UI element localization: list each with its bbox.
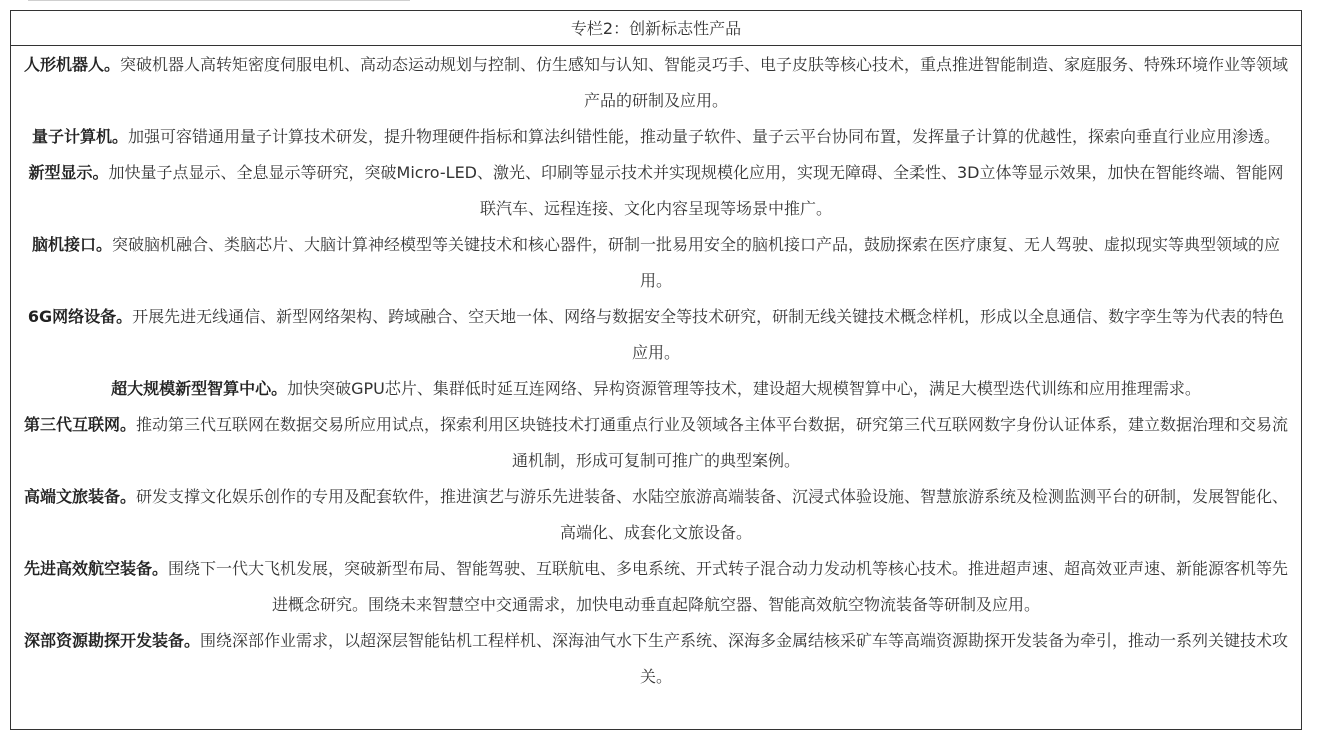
list-item-6g-network-equipment <box>21 299 1291 371</box>
item-description: 推动第三代互联网在数据交易所应用试点，探索利用区块链技术打通重点行业及领域各主体平台数据，研究第三代互联网数字身份认证体系，建立数据治理和交易流通机制，形成可复制可推广的典型案例。 <box>136 415 1289 470</box>
item-term: 第三代互联网。 <box>23 415 136 434</box>
list-item-third-generation-internet <box>21 407 1291 479</box>
item-term: 新型显示。 <box>28 163 109 182</box>
list-item-intelligent-computing-center <box>21 371 1291 407</box>
item-term: 深部资源勘探开发装备。 <box>23 631 200 650</box>
list-item-new-display <box>21 155 1291 227</box>
list-item-humanoid-robot <box>21 47 1291 119</box>
item-term: 脑机接口。 <box>31 235 112 254</box>
item-term: 量子计算机。 <box>31 127 128 146</box>
item-description: 研发支撑文化娱乐创作的专用及配套软件，推进演艺与游乐先进装备、水陆空旅游高端装备、沉浸式体验设施、智慧旅游系统及检测监测平台的研制，发展智能化、高端化、成套化文旅设备。 <box>136 487 1289 542</box>
item-term: 6G网络设备。 <box>27 307 133 326</box>
feature-panel <box>10 10 1302 730</box>
list-item-aviation-equipment <box>21 551 1291 623</box>
list-item-quantum-computer <box>21 119 1291 155</box>
item-term: 人形机器人。 <box>23 55 120 74</box>
item-description: 突破脑机融合、类脑芯片、大脑计算神经模型等关键技术和核心器件，研制一批易用安全的脑机接口产品，鼓励探索在医疗康复、无人驾驶、虚拟现实等典型领域的应用。 <box>112 235 1281 290</box>
panel-title: 专栏2：创新标志性产品 <box>11 11 1301 46</box>
item-description: 围绕下一代大飞机发展，突破新型布局、智能驾驶、互联航电、多电系统、开式转子混合动力发动机等核心技术。推进超声速、超高效亚声速、新能源客机等先进概念研究。围绕未来智慧空中交通需求，加快电动垂直起降航空器、智能高效航空物流装备等研制及应用。 <box>168 559 1289 614</box>
item-description: 加强可容错通用量子计算技术研发，提升物理硬件指标和算法纠错性能，推动量子软件、量子云平台协同布置，发挥量子计算的优越性，探索向垂直行业应用渗透。 <box>128 127 1281 146</box>
item-term: 高端文旅装备。 <box>23 487 136 506</box>
product-list <box>11 46 1301 695</box>
list-item-brain-computer-interface <box>21 227 1291 299</box>
item-description: 围绕深部作业需求，以超深层智能钻机工程样机、深海油气水下生产系统、深海多金属结核采矿车等高端资源勘探开发装备为牵引，推动一系列关键技术攻关。 <box>200 631 1289 686</box>
item-term: 超大规模新型智算中心。 <box>111 379 288 398</box>
list-item-cultural-tourism-equipment <box>21 479 1291 551</box>
list-item-deep-resource-equipment <box>21 623 1291 695</box>
item-description: 开展先进无线通信、新型网络架构、跨域融合、空天地一体、网络与数据安全等技术研究，研制无线关键技术概念样机，形成以全息通信、数字孪生等为代表的特色应用。 <box>132 307 1285 362</box>
item-description: 突破机器人高转矩密度伺服电机、高动态运动规划与控制、仿生感知与认知、智能灵巧手、电子皮肤等核心技术，重点推进智能制造、家庭服务、特殊环境作业等领域产品的研制及应用。 <box>120 55 1289 110</box>
item-term: 先进高效航空装备。 <box>23 559 168 578</box>
top-divider-line <box>28 0 410 1</box>
item-description: 加快量子点显示、全息显示等研究，突破Micro-LED、激光、印刷等显示技术并实现规模化应用，实现无障碍、全柔性、3D立体等显示效果，加快在智能终端、智能网联汽车、远程连接、文化内容呈现等场景中推广。 <box>108 163 1284 218</box>
item-description: 加快突破GPU芯片、集群低时延互连网络、异构资源管理等技术，建设超大规模智算中心，满足大模型迭代训练和应用推理需求。 <box>287 379 1201 398</box>
